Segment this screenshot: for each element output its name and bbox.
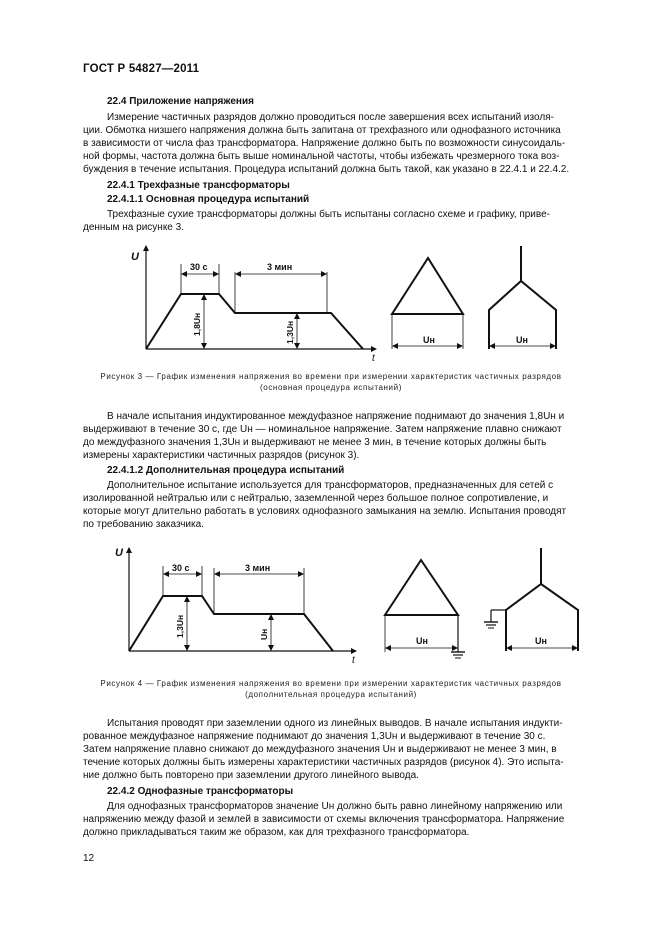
para-line: выдерживают в течение 30 с, где Uн — номинальное напряжение. Затем напряжение плавно снижают xyxy=(83,424,562,435)
u-axis-label: U xyxy=(115,547,123,559)
para-after-fig4 xyxy=(83,717,590,782)
delta-label: Uн xyxy=(423,335,435,345)
para-line: напряжению между фазой и землей в зависимости от схемы включения трансформатора. Напряжение xyxy=(83,814,565,825)
para-line: Затем напряжение плавно снижают до междуфазного значения Uн и выдерживают не менее 3 мин, в xyxy=(83,744,557,755)
figure-3 xyxy=(0,235,661,375)
label-3min: 3 мин xyxy=(245,563,271,573)
caption-line: Рисунок 4 — График изменения напряжения во времени при измерении характеристик частичных разрядов xyxy=(100,679,562,688)
para-line: ной формы, частота должна быть выше номинальной частоты, чтобы избежать чрезмерного тока воз- xyxy=(83,151,560,162)
voltage-profile xyxy=(146,294,363,349)
para-line: денным на рисунке 3. xyxy=(83,222,184,233)
para-line: которые могут длительно работать в условиях однофазного замыкания на землю. Испытания проводят xyxy=(83,506,567,517)
caption-line: (основная процедура испытаний) xyxy=(260,383,402,392)
label-high: 1,3Uн xyxy=(175,614,185,638)
para-line: изолированной нейтралью или с нейтралью, заземленной через большое полное сопротивление, и xyxy=(83,493,549,504)
para-22-4-2 xyxy=(83,800,590,839)
para-line: ние должно быть повторено при заземлении другого линейного вывода. xyxy=(83,770,419,781)
heading-22-4-1: 22.4.1 Трехфазные трансформаторы xyxy=(107,180,290,191)
para-line: Дополнительное испытание используется для трансформаторов, предназначенных для сетей с xyxy=(107,480,554,491)
para-line: В начале испытания индуктированное междуфазное напряжение поднимают до значения 1,8Uн и xyxy=(107,411,565,422)
delta-label: Uн xyxy=(416,636,428,646)
para-line: в зависимости от числа фаз трансформатора. Напряжение должно быть по возможности синусоидаль- xyxy=(83,138,566,149)
para-line: до междуфазного значения 1,3Uн и выдерживают не менее 3 мин, в течение которых должны быть xyxy=(83,437,547,448)
para-line: Трехфазные сухие трансформаторы должны быть испытаны согласно схеме и графику, приве- xyxy=(107,209,550,220)
page-number: 12 xyxy=(83,853,95,864)
label-30s: 30 с xyxy=(172,563,190,573)
document-header: ГОСТ Р 54827—2011 xyxy=(83,63,200,75)
para-line: ции. Обмотка низшего напряжения должна быть запитана от трехфазного или однофазного источника xyxy=(83,125,561,136)
caption-figure-4 xyxy=(40,678,622,700)
heading-22-4: 22.4 Приложение напряжения xyxy=(107,96,254,107)
caption-line: (дополнительная процедура испытаний) xyxy=(245,690,417,699)
figure-4 xyxy=(0,540,661,675)
heading-22-4-1-2: 22.4.1.2 Дополнительная процедура испытаний xyxy=(107,465,345,476)
label-3min: 3 мин xyxy=(267,262,293,272)
t-axis-label: t xyxy=(372,353,375,364)
para-line: течение которых должны быть измерены характеристики частичных разрядов (рисунок 4). Это испыта- xyxy=(83,757,564,768)
u-axis-label: U xyxy=(131,251,139,263)
label-high: 1,8Uн xyxy=(192,312,202,336)
heading-22-4-1-1: 22.4.1.1 Основная процедура испытаний xyxy=(107,194,310,205)
para-22-4-1-2 xyxy=(83,479,590,531)
label-low: Uн xyxy=(259,628,269,640)
para-line: Испытания проводят при заземлении одного из линейных выводов. В начале испытания индукти- xyxy=(107,718,563,729)
delta-diagram xyxy=(392,258,463,314)
para-line: по требованию заказчика. xyxy=(83,519,204,530)
para-after-fig3 xyxy=(83,410,590,462)
para-line: Для однофазных трансформаторов значение Uн должно быть равно линейному напряжению или xyxy=(107,801,563,812)
delta-diagram xyxy=(385,560,458,615)
label-30s: 30 с xyxy=(190,262,208,272)
para-line: Измерение частичных разрядов должно проводиться после завершения всех испытаний изоля- xyxy=(107,112,554,123)
voltage-profile xyxy=(129,596,333,651)
para-line: измерены характеристики частичных разрядов (рисунок 3). xyxy=(83,450,360,461)
caption-line: Рисунок 3 — График изменения напряжения во времени при измерении характеристик частичных разрядов xyxy=(100,372,562,381)
heading-22-4-2: 22.4.2 Однофазные трансформаторы xyxy=(107,786,294,797)
para-line: должно прикладываться таким же образом, как для трехфазного трансформатора. xyxy=(83,827,470,838)
para-22-4-1-1 xyxy=(83,208,590,234)
caption-figure-3 xyxy=(40,371,622,393)
para-line: рованное междуфазное напряжение поднимают до значения 1,3Uн и выдерживают в течение 30 с. xyxy=(83,731,546,742)
wye-label: Uн xyxy=(516,335,528,345)
t-axis-label: t xyxy=(352,655,355,666)
label-low: 1,3Uн xyxy=(285,320,295,344)
wye-label: Uн xyxy=(535,636,547,646)
para-line: буждения в течение испытания. Процедура испытаний должна быть такой, как указано в 22.4.1 и 22.4.2. xyxy=(83,164,570,175)
para-22-4 xyxy=(83,111,590,176)
